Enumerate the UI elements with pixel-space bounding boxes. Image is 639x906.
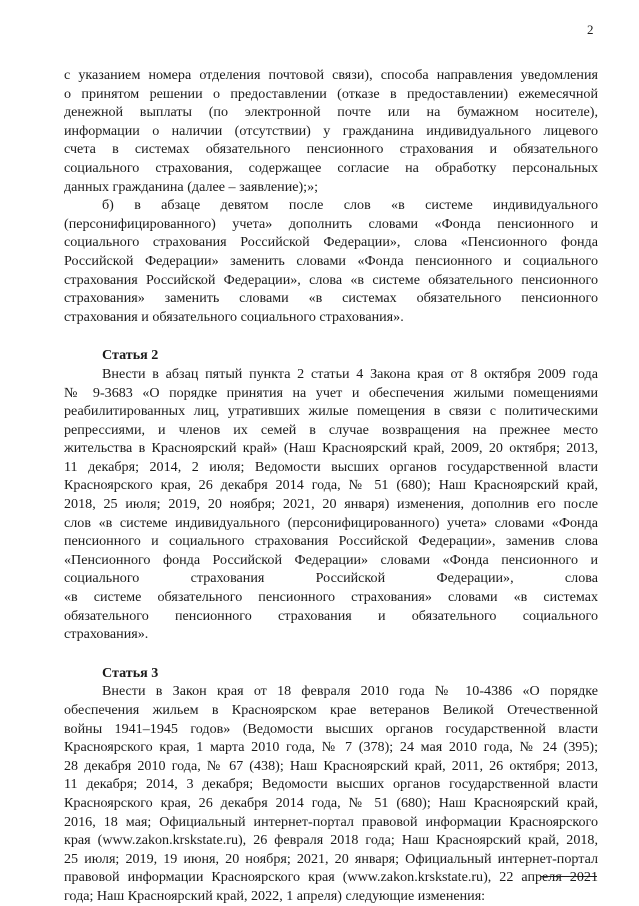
text-line: года; Наш Красноярский край, 2022, 1 апреля) следующие изменения: [64,887,486,904]
page-number: 2 [587,22,594,37]
text-line: денежной выплаты (по электронной почте или на бумажном носителе), [64,104,598,121]
text-line: репрессиями, и членов их семей в случае возвращения на прежнее место [64,421,598,438]
text-line: 25 июля; 2019, 19 июня, 20 ноября; 2021, 20 января; Официальный интернет-портал [64,850,598,867]
text-line: б) в абзаце девятом после слов «в системе индивидуального [102,197,598,214]
text-line: 11 декабря; 2014, 2 июля; Ведомости высших органов государственной власти [64,458,598,475]
text-line: 2018, 25 июля; 2019, 20 ноября; 2021, 20 января) изменения, дополнив его после [64,496,598,513]
paragraph-subitem-b [64,196,598,326]
document-body [64,66,598,906]
text-line: обязательного пенсионного страхования и обязательного социального [64,607,598,624]
text-line: социального страхования, содержащее согласие на обработку персональных [64,159,598,176]
text-line: слов «в системе индивидуального (персонифицированного) учета» словами «Фонда [64,514,598,531]
text-line: Красноярского края, 26 декабря 2014 года, № 51 (680); Наш Красноярский край, [64,794,598,811]
text-line: социального страхования Российской Федерации», слова [64,570,598,587]
text-line: «Пенсионного фонда Российской Федерации» словами «Фонда пенсионного и [64,551,598,568]
text-line: страхования». [64,626,149,643]
text-line: Внести в абзац пятый пункта 2 статьи 4 Закона края от 8 октября 2009 года [102,365,598,382]
text-line: реабилитированных лиц, утративших жилые помещения в связи с политическими [64,403,598,420]
text-line: 11 декабря; 2014, 3 декабря; Ведомости высших органов государственной власти [64,776,598,793]
text-line: счета в системах обязательного пенсионного страхования и обязательного [64,141,598,158]
text-line: социального страхования Российской Федерации», слова «Пенсионного фонда [64,234,598,251]
text-line: войны 1941–1945 годов» (Ведомости высших органов государственной власти [64,720,598,737]
text-line: обеспечения жильем в Красноярском крае ветеранов Великой Отечественной [64,702,598,718]
text-line: Красноярского края, 1 марта 2010 года, № 7 (378); 24 мая 2010 года, № 24 (395); [64,739,598,756]
text-line: края (www.zakon.krskstate.ru), 26 февраля 2018 года; Наш Красноярский край, 2018, [64,832,598,849]
paragraph-application-definition [64,66,598,196]
text-line: «в системе обязательного пенсионного страхования» словами «в системах [64,589,598,606]
text-line: страхования» заменить словами «в системах обязательного пенсионного [64,290,598,307]
text-line: жительства в Красноярский край» (Наш Красноярский край, 2009, 20 октября; 2013, [64,440,598,457]
text-line: Внести в Закон края от 18 февраля 2010 года № 10-4386 «О порядке [102,683,598,700]
article-heading: Статья 2 [102,347,159,364]
text-line: Российской Федерации» заменить словами «Фонда пенсионного и социального [64,252,598,269]
article-2 [64,346,598,644]
text-line: данных гражданина (далее – заявление);»; [64,178,319,195]
text-line: страхования Российской Федерации», слова «в системе обязательного пенсионного [64,271,598,288]
article-heading: Статья 3 [102,664,159,681]
text-line: Красноярского края, 26 декабря 2014 года, № 51 (680); Наш Красноярский край, [64,477,598,494]
text-line: страхования и обязательного социального страхования». [64,308,404,325]
text-line: о принятом решении о предоставлении (отказе в предоставлении) ежемесячной [64,85,598,102]
text-line: правовой информации Красноярского края (www.zakon.krskstate.ru), 22 апреля 2021 [64,869,598,886]
text-line: (персонифицированного) учета» дополнить словами «Фонда пенсионного и [64,215,598,232]
text-line: № 9-3683 «О порядке принятия на учет и обеспечения жилыми помещениями [64,384,598,401]
footer-rule [541,876,597,877]
text-line: 28 декабря 2010 года, № 67 (438); Наш Красноярский край, 2011, 26 октября; 2013, [64,757,598,774]
text-line: с указанием номера отделения почтовой связи), способа направления уведомления [64,67,598,83]
text-line: 2016, 18 мая; Официальный интернет-портал правовой информации Красноярского [64,813,598,830]
text-line: информации о наличии (отсутствии) у гражданина индивидуального лицевого [64,122,598,139]
article-3 [64,664,598,906]
text-line: пенсионного и социального страхования Российской Федерации», заменив слова [64,533,598,550]
